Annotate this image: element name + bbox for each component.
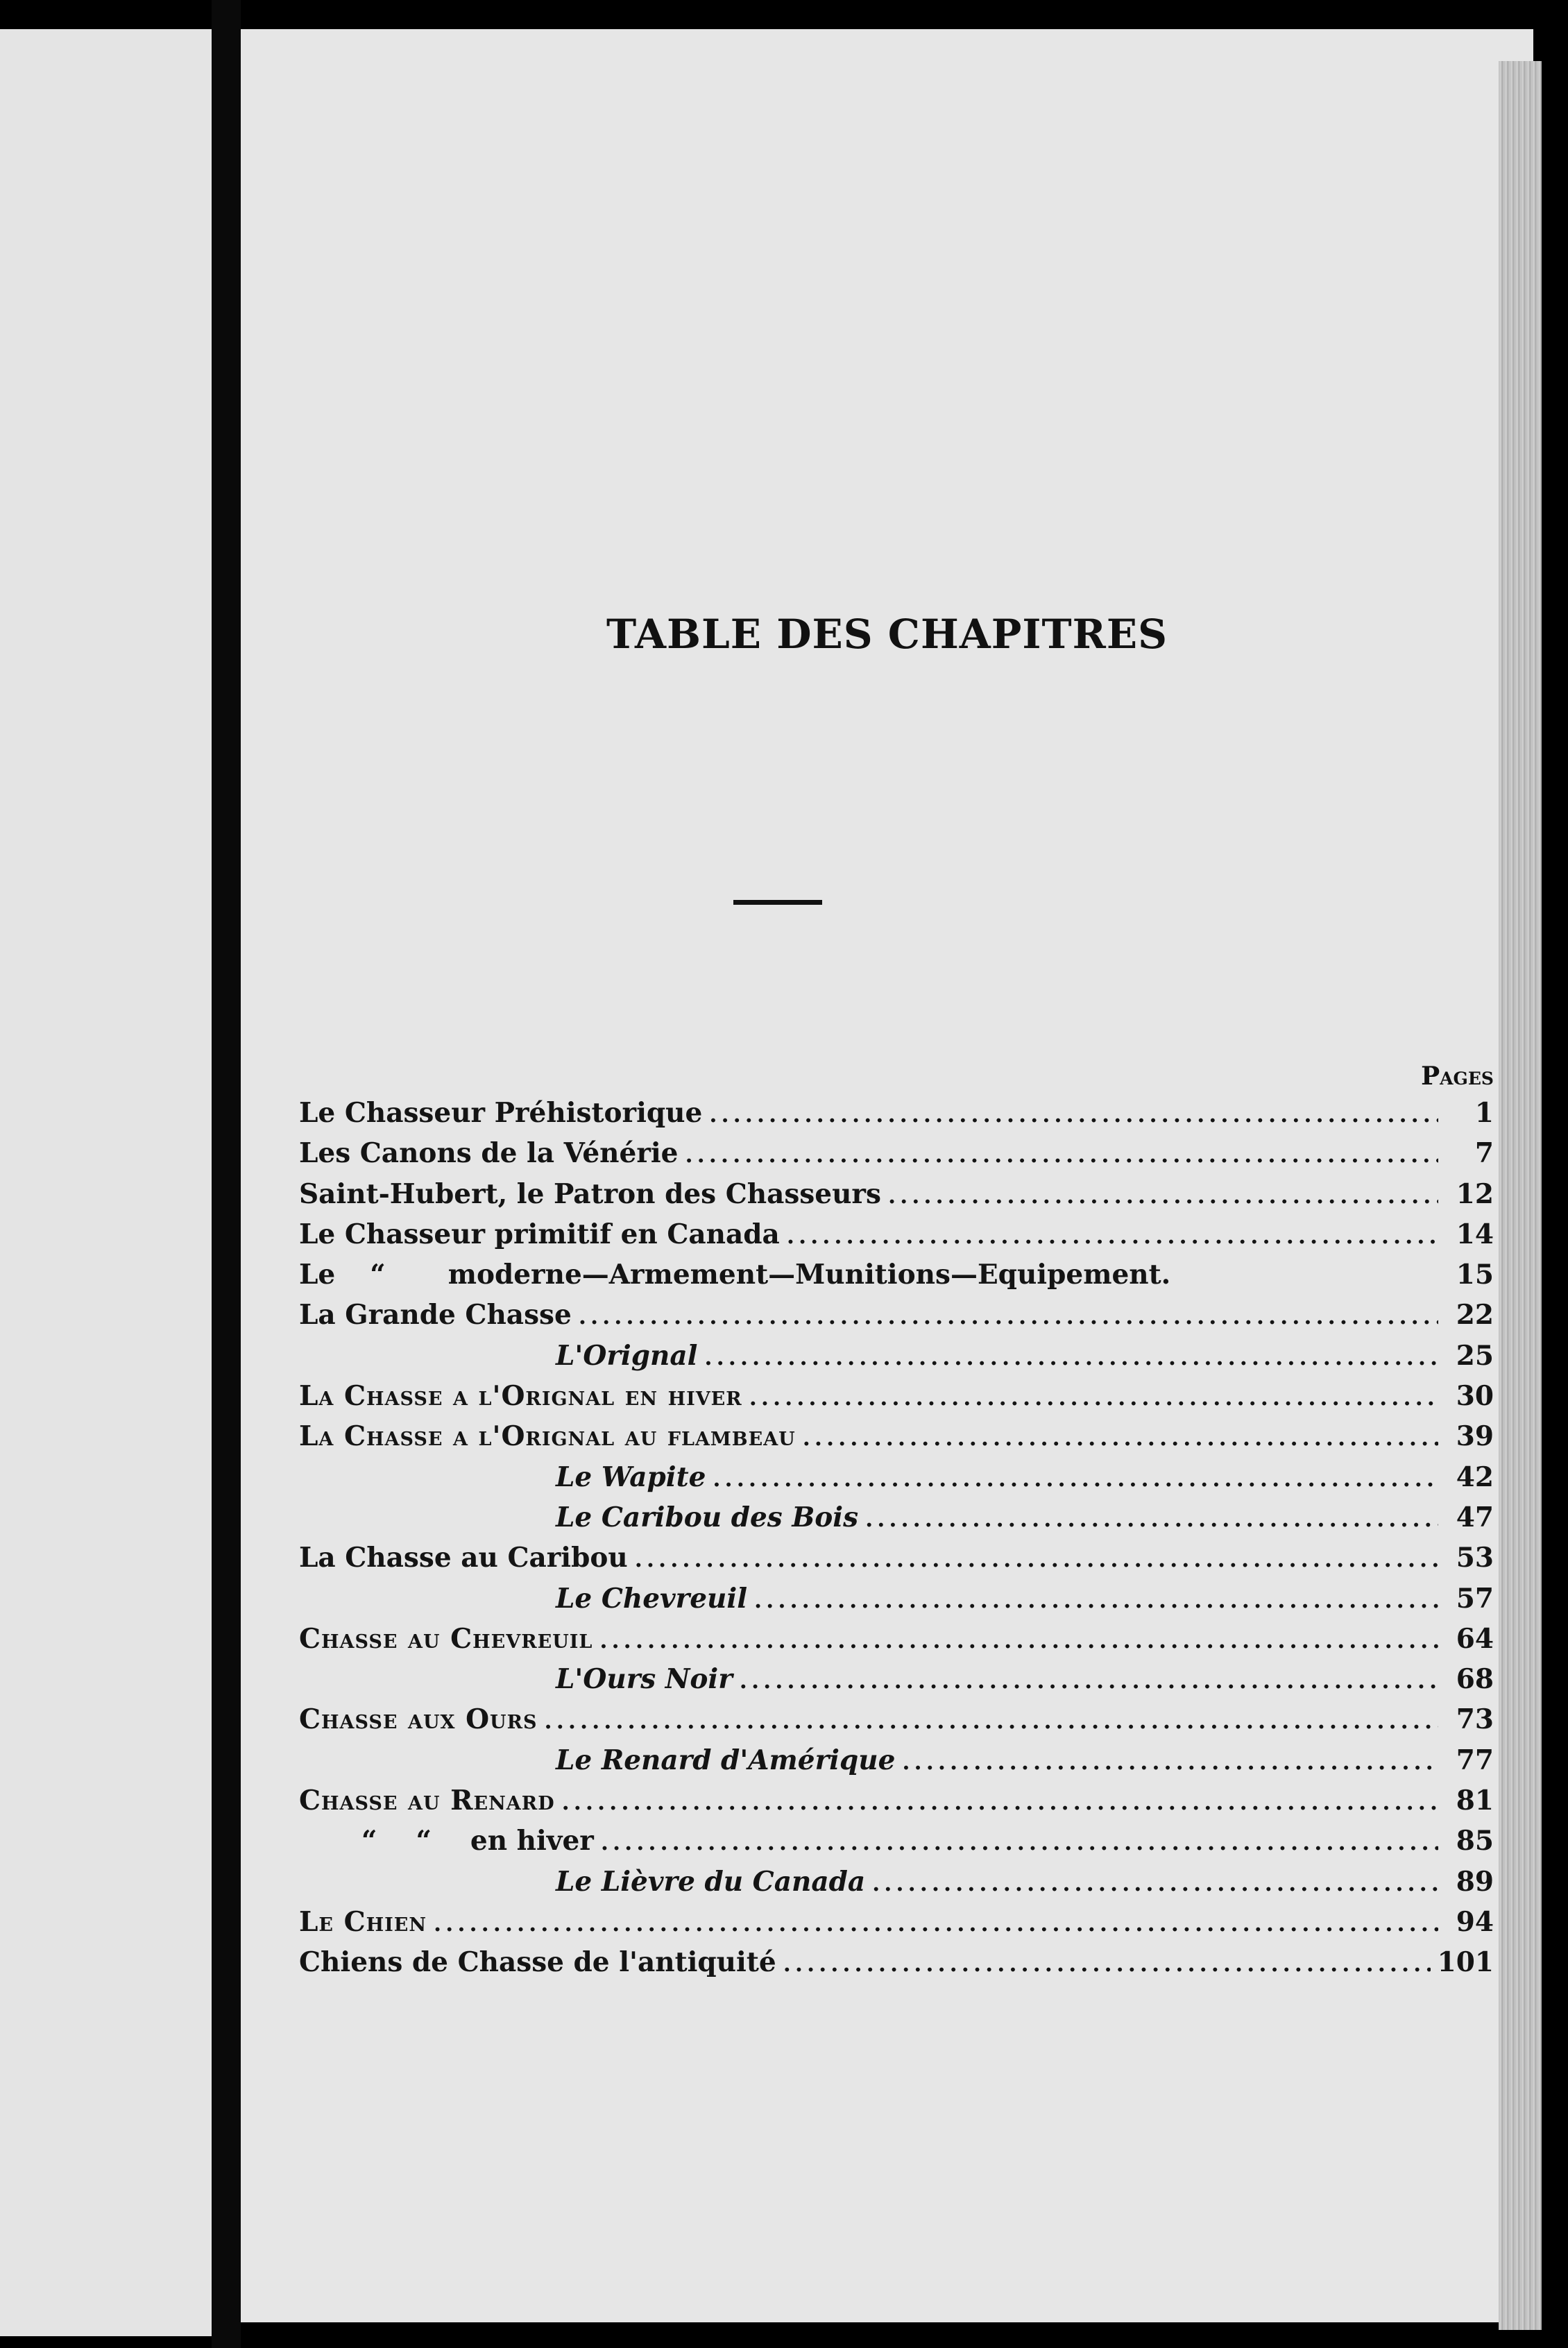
toc-entry-page: 73 [1456,1703,1494,1736]
toc-entry-page: 81 [1456,1785,1494,1817]
toc-entry [299,1259,1494,1299]
toc-entry [299,1906,1494,1946]
toc-entry-title: Le Caribou des Bois [556,1501,859,1533]
toc-leader-dots [579,1303,1438,1329]
toc-entry [299,1744,1494,1785]
toc-entry-title: Le Wapite [556,1461,706,1493]
toc-entry [299,1946,1494,1987]
toc-entry-page: 39 [1456,1420,1494,1453]
toc-leader-dots [601,1829,1438,1855]
toc-entry-page: 85 [1456,1825,1494,1857]
toc-leader-dots [562,1789,1438,1815]
toc-entry-page: 89 [1456,1865,1494,1898]
title-rule [733,900,822,905]
toc-entry [299,1299,1494,1339]
toc-entry-page: 64 [1456,1622,1494,1655]
toc-entry-title: Chasse au Chevreuil [299,1622,593,1655]
toc-entry-title: La Chasse a l'Orignal au flambeau [299,1420,796,1453]
toc-entry-page: 30 [1456,1380,1494,1413]
toc-entry-page: 22 [1456,1299,1494,1332]
toc-entry-page: 25 [1456,1339,1494,1372]
toc-entry-title: Les Canons de la Vénérie [299,1137,679,1170]
toc-entry-title: L'Orignal [556,1339,698,1372]
toc-leader-dots [704,1344,1438,1370]
toc-entry-title: Le Lièvre du Canada [556,1865,866,1898]
toc-entry [299,1340,1494,1380]
toc-entry [299,1583,1494,1623]
toc-entry-title [299,1259,1170,1291]
toc-entry-page: 68 [1456,1663,1494,1696]
toc-leader-dots [754,1587,1438,1613]
toc-entry-page: 77 [1456,1744,1494,1776]
book-gutter [212,0,241,2348]
toc-entry-page: 94 [1456,1905,1494,1938]
toc-leader-dots [635,1546,1438,1572]
toc-entry-page: 14 [1456,1218,1494,1250]
toc-entry [299,1461,1494,1501]
ditto-mark: “ [370,1259,386,1291]
toc-entry [299,1218,1494,1259]
toc-entry-page: 15 [1456,1259,1494,1291]
toc-entry-text: en hiver [470,1825,594,1857]
toc-entry-page: 1 [1474,1097,1494,1129]
toc-leader-dots [709,1101,1438,1128]
toc-entry [299,1785,1494,1825]
toc-entry-title: Le Chevreuil [556,1582,748,1615]
toc-entry [299,1542,1494,1582]
toc-entry [299,1623,1494,1663]
toc-entry-page: 42 [1456,1461,1494,1493]
toc-entry-title: Le Chasseur Préhistorique [299,1097,703,1129]
left-facing-page [0,29,212,2336]
toc-entry-text: moderne—Armement—Munitions—Equipement. [448,1259,1171,1291]
toc-entry-title: La Chasse a l'Orignal en hiver [299,1380,742,1413]
toc-entry [299,1097,1494,1137]
toc-entry-title: Chiens de Chasse de l'antiquité [299,1946,776,1979]
toc-leader-dots [685,1141,1439,1168]
toc-entry-title: L'Ours Noir [556,1663,733,1696]
toc-entry-page: 53 [1456,1542,1494,1574]
toc-entry [299,1663,1494,1703]
toc-entry-page: 57 [1456,1582,1494,1615]
toc-entry-title: Chasse aux Ours [299,1703,538,1736]
page-title: TABLE DES CHAPITRES [606,611,1168,658]
toc-entry-prefix: Le [299,1259,336,1291]
toc-entry [299,1380,1494,1420]
toc-entry-page: 12 [1456,1177,1494,1210]
toc-entry [299,1178,1494,1218]
book-page-edge [1499,61,1542,2330]
toc-leader-dots [545,1708,1438,1734]
toc-leader-dots [902,1749,1438,1775]
toc-entry [299,1137,1494,1177]
toc-entry [299,1420,1494,1461]
toc-leader-dots [599,1627,1438,1653]
toc-leader-dots [803,1424,1438,1451]
toc-entry [299,1866,1494,1906]
toc-entry-page: 101 [1437,1946,1494,1979]
toc-entry-title: Le Renard d'Amérique [556,1744,896,1776]
toc-entry [299,1501,1494,1542]
toc-entry-title: Le Chien [299,1905,427,1938]
toc-entry-title: La Chasse au Caribou [299,1542,628,1574]
toc-entry [299,1703,1494,1744]
toc-leader-dots [713,1465,1438,1492]
toc-entry-title: Saint-Hubert, le Patron des Chasseurs [299,1177,881,1210]
toc-entry-title: Chasse au Renard [299,1785,555,1817]
toc-entry-page: 47 [1456,1501,1494,1533]
toc-leader-dots [787,1223,1438,1249]
toc-entry-title [299,1825,594,1857]
toc-entry-title: La Grande Chasse [299,1299,572,1332]
table-of-contents [299,1097,1494,1987]
toc-leader-dots [749,1384,1438,1411]
toc-entry-page: 7 [1474,1137,1494,1170]
ditto-mark: “ [361,1825,377,1857]
pages-column-label: Pages [1421,1062,1494,1091]
toc-leader-dots [783,1950,1431,1977]
toc-leader-dots [740,1667,1438,1694]
toc-entry [299,1825,1494,1865]
toc-leader-dots [888,1182,1438,1209]
book-page [241,29,1533,2322]
toc-leader-dots [865,1506,1438,1532]
toc-entry-title: Le Chasseur primitif en Canada [299,1218,780,1250]
toc-leader-dots [872,1870,1438,1896]
toc-leader-dots [434,1910,1438,1937]
ditto-mark: “ [416,1825,432,1857]
